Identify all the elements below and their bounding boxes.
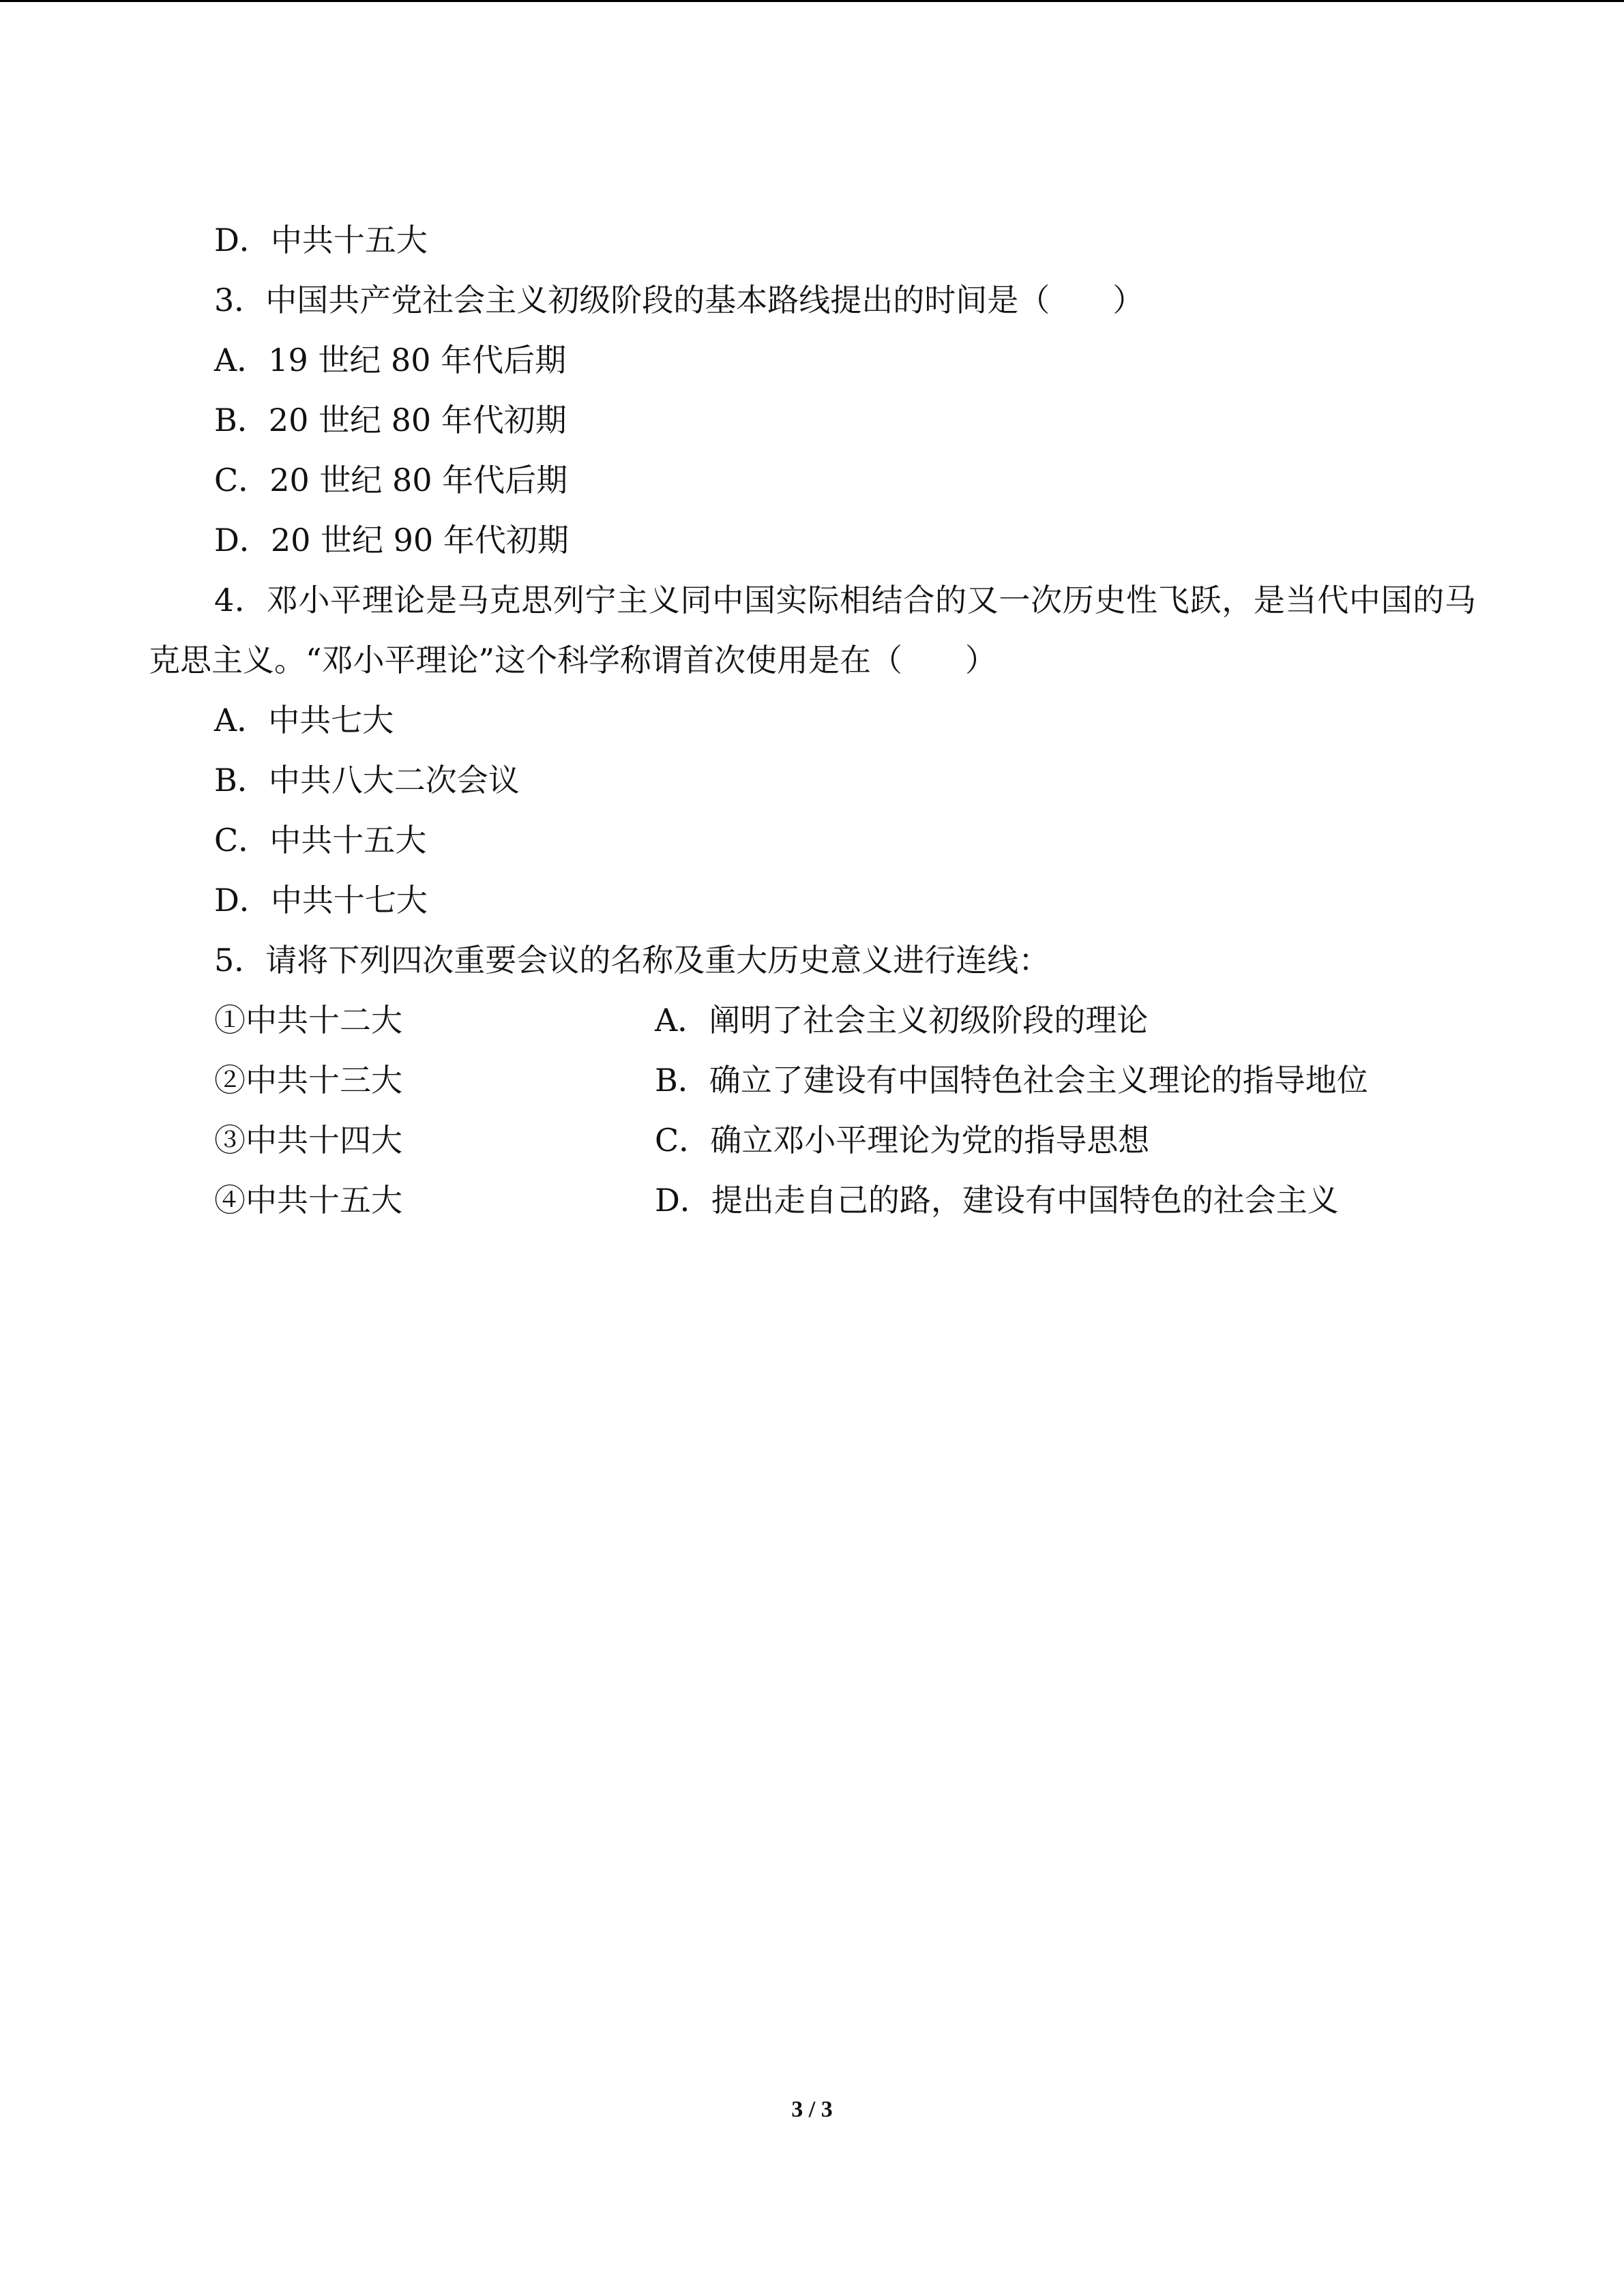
- page-number: 3 / 3: [791, 2097, 833, 2122]
- q5-stem: 5．请将下列四次重要会议的名称及重大历史意义进行连线：: [214, 942, 1050, 979]
- q4-option-a: A．中共七大: [214, 702, 394, 739]
- prev-question-option-d: D．中共十五大: [214, 222, 428, 258]
- q4-stem-text: 4．邓小平理论是马克思列宁主义同中国实际相结合的又一次历史性飞跃，是当代中国的马克思主义。“邓小平理论”这个科学称谓首次使用是在（: [149, 582, 1476, 679]
- q5-significance-a: A．阐明了社会主义初级阶段的理论: [655, 1002, 1149, 1039]
- q5-significance-d: D．提出走自己的路，建设有中国特色的社会主义: [655, 1182, 1339, 1219]
- q5-match-row-3: [149, 1110, 1476, 1170]
- document-body: [149, 210, 1476, 1230]
- q3-option-b: B．20 世纪 80 年代初期: [214, 402, 567, 438]
- q5-meeting-3: ③中共十四大: [214, 1122, 402, 1159]
- q3-stem: [149, 270, 1476, 330]
- q5-meeting-4: ④中共十五大: [214, 1182, 402, 1219]
- q3-option-d: D．20 世纪 90 年代初期: [214, 522, 569, 558]
- q5-significance-b: B．确立了建设有中国特色社会主义理论的指导地位: [655, 1062, 1368, 1099]
- q3-option-a: A．19 世纪 80 年代后期: [214, 342, 567, 378]
- q5-match-row-1: [149, 990, 1476, 1050]
- q4-stem: [149, 570, 1476, 690]
- q4-option-c: C．中共十五大: [214, 822, 427, 859]
- q5-match-row-2: [149, 1050, 1476, 1110]
- top-border-rule: [0, 0, 1624, 2]
- q5-match-row-4: [149, 1170, 1476, 1230]
- q3-stem-close: ）: [1112, 282, 1145, 318]
- q3-option-c: C．20 世纪 80 年代后期: [214, 462, 568, 498]
- q5-meeting-1: ①中共十二大: [214, 1002, 402, 1039]
- q4-stem-close: ）: [965, 642, 997, 679]
- q5-meeting-2: ②中共十三大: [214, 1062, 402, 1099]
- q3-stem-text: 3．中国共产党社会主义初级阶段的基本路线提出的时间是（: [214, 282, 1050, 318]
- q5-significance-c: C．确立邓小平理论为党的指导思想: [655, 1122, 1150, 1159]
- q4-option-b: B．中共八大二次会议: [214, 762, 520, 799]
- q4-option-d: D．中共十七大: [214, 882, 428, 919]
